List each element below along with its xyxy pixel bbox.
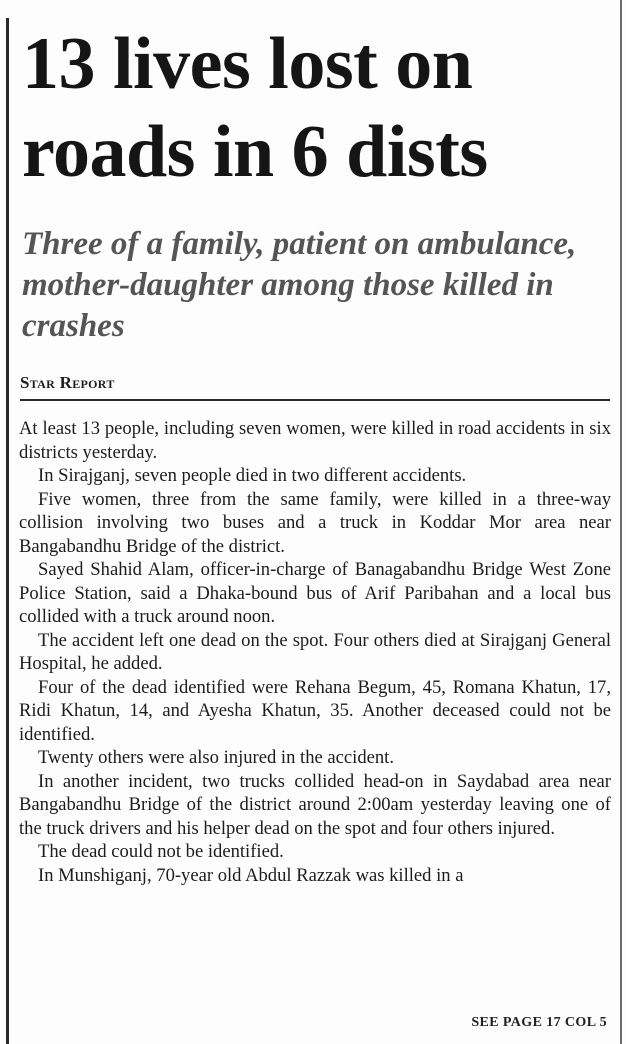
paragraph: Sayed Shahid Alam, officer-in-charge of Banagabandhu Bridge West Zone Police Station, said a Dhaka-bound bus of Arif Paribahan and a local bus collided with a truck around noon. <box>19 559 611 627</box>
headline: 13 lives lost on roads in 6 dists <box>22 23 488 193</box>
paragraph: In Sirajganj, seven people died in two different accidents. <box>38 465 467 486</box>
paragraph: At least 13 people, including seven women, were killed in road accidents in six districts yesterday. <box>19 418 611 463</box>
paragraph: Four of the dead identified were Rehana Begum, 45, Romana Khatun, 17, Ridi Khatun, 14, and Ayesha Khatun, 35. Another deceased could not be identified. <box>19 676 611 745</box>
paragraph: In Munshiganj, 70-year old Abdul Razzak was killed in a <box>38 864 464 886</box>
paragraph: Five women, three from the same family, were killed in a three-way collision involving two buses and a truck in Koddar Mor area near Bangabandhu Bridge of the district. <box>19 488 611 557</box>
paragraph: The dead could not be identified. <box>38 841 284 862</box>
subheadline: Three of a family, patient on ambulance, mother-daughter among those killed in crashes <box>22 226 577 344</box>
continuation-jump-line: SEE PAGE 17 COL 5 <box>471 1015 607 1030</box>
paragraph: In another incident, two trucks collided head-on in Saydabad area near Bangabandhu Bridge of the district around 2:00am yesterday leaving one of the truck drivers and his helper dead on the spot and four others injured. <box>19 770 611 839</box>
right-edge-rule <box>620 0 622 1044</box>
byline: Star Report <box>20 373 115 392</box>
paragraph: The accident left one dead on the spot. Four others died at Sirajganj General Hospital, he added. <box>19 629 611 674</box>
left-column-rule <box>6 18 9 1044</box>
paragraph: Twenty others were also injured in the accident. <box>38 747 394 768</box>
article-body <box>19 417 611 887</box>
byline-divider <box>20 399 610 401</box>
